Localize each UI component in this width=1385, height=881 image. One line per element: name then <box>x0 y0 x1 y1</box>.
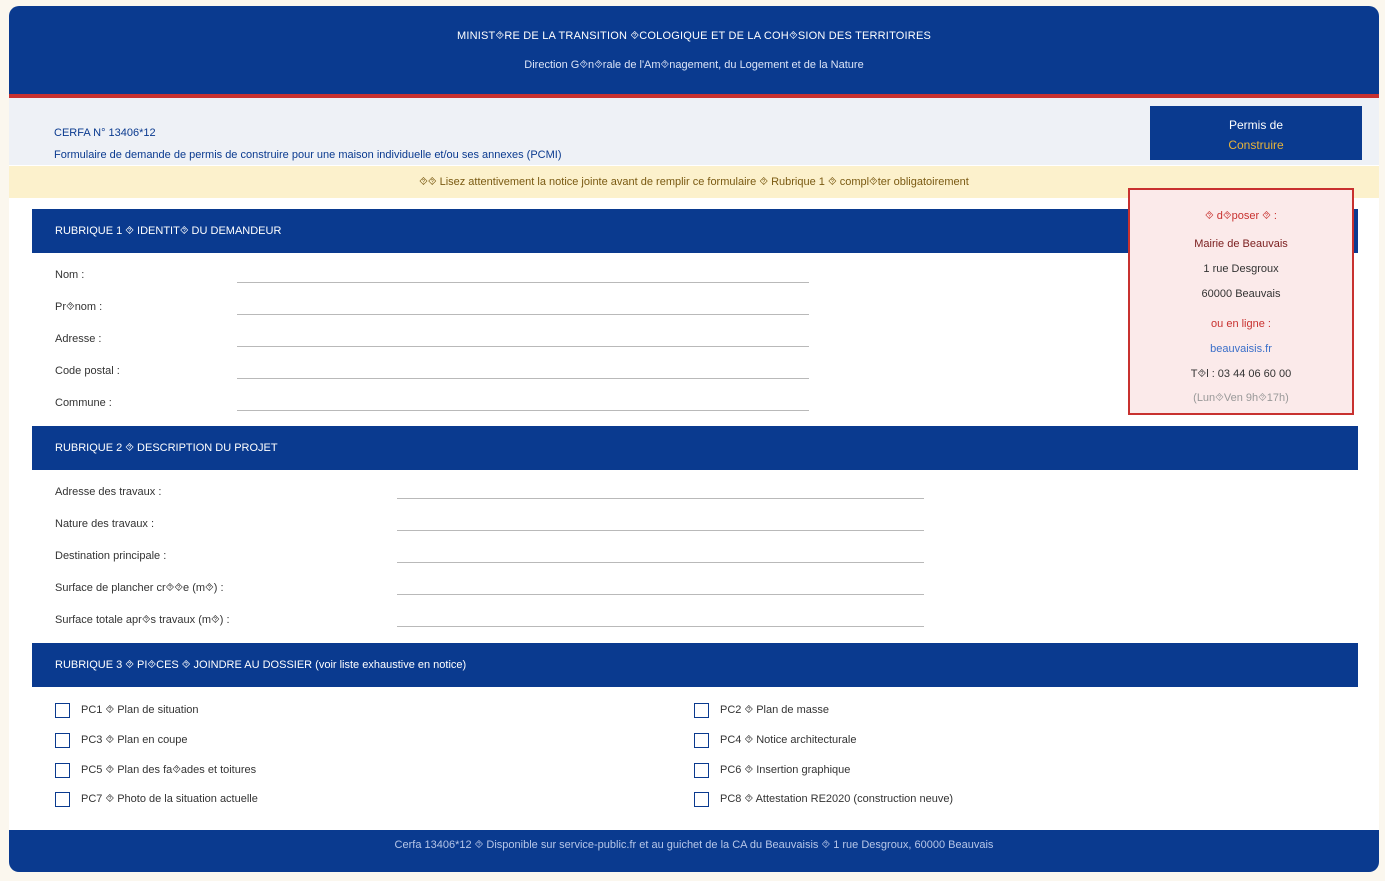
form-title: Formulaire de demande de permis de construire pour une maison individuelle et/ou ses annexes (PCMI) <box>54 149 562 161</box>
field-label-adresse-travaux: Adresse des travaux : <box>55 486 162 498</box>
ministry-header <box>9 6 1379 94</box>
section-1-header: RUBRIQUE 1 ⯑ IDENTIT⯑ DU DEMANDEUR <box>32 209 1358 253</box>
cerfa-number: CERFA N° 13406*12 <box>54 127 156 139</box>
phone-number: T⯑l : 03 44 06 60 00 <box>1190 368 1292 380</box>
deposit-info-panel <box>1128 188 1354 415</box>
checkbox-label-pc7: PC7 ⯑ Photo de la situation actuelle <box>81 793 258 805</box>
field-input-nature-travaux[interactable] <box>397 530 924 531</box>
checkbox-label-pc3: PC3 ⯑ Plan en coupe <box>81 734 188 746</box>
website-link[interactable]: beauvaisis.fr <box>1210 343 1272 355</box>
field-label-code-postal: Code postal : <box>55 365 120 377</box>
checkbox-pc6[interactable] <box>694 763 709 778</box>
field-input-nom[interactable] <box>237 282 809 283</box>
checkbox-pc8[interactable] <box>694 792 709 807</box>
direction-name: Direction G⯑n⯑rale de l'Am⯑nagement, du Logement et de la Nature <box>524 59 864 71</box>
mairie-city: 60000 Beauvais <box>1201 288 1281 300</box>
field-label-surface-totale: Surface totale apr⯑s travaux (m⯑) : <box>55 614 230 626</box>
section-2-header: RUBRIQUE 2 ⯑ DESCRIPTION DU PROJET <box>32 426 1358 470</box>
opening-hours: (Lun⯑Ven 9h⯑17h) <box>1193 392 1289 404</box>
field-label-surface-creee: Surface de plancher cr⯑⯑e (m⯑) : <box>55 582 224 594</box>
permit-badge-line1: Permis de <box>1228 118 1284 132</box>
field-input-adresse[interactable] <box>237 346 809 347</box>
field-input-code-postal[interactable] <box>237 378 809 379</box>
field-label-nature-travaux: Nature des travaux : <box>55 518 155 530</box>
checkbox-pc5[interactable] <box>55 763 70 778</box>
checkbox-pc2[interactable] <box>694 703 709 718</box>
permit-badge-line2: Construire <box>1228 138 1284 152</box>
field-input-adresse-travaux[interactable] <box>397 498 924 499</box>
field-label-commune: Commune : <box>55 397 112 409</box>
checkbox-pc1[interactable] <box>55 703 70 718</box>
field-input-surface-totale[interactable] <box>397 626 924 627</box>
notice-banner: ⯑⯑ Lisez attentivement la notice jointe avant de remplir ce formulaire ⯑ Rubrique 1 ⯑ compl⯑ter obligatoirement <box>9 166 1379 198</box>
form-card <box>9 6 1379 872</box>
field-input-commune[interactable] <box>237 410 809 411</box>
deposit-label: ⯑ d⯑poser ⯑ : <box>1205 210 1277 222</box>
checkbox-pc3[interactable] <box>55 733 70 748</box>
checkbox-label-pc1: PC1 ⯑ Plan de situation <box>81 704 199 716</box>
ministry-name: MINIST⯑RE DE LA TRANSITION ⯑COLOGIQUE ET DE LA COH⯑SION DES TERRITOIRES <box>456 30 932 42</box>
checkbox-label-pc4: PC4 ⯑ Notice architecturale <box>720 734 857 746</box>
field-label-adresse: Adresse : <box>55 333 102 345</box>
field-label-prenom: Pr⯑nom : <box>55 301 103 313</box>
field-label-nom: Nom : <box>55 269 85 281</box>
mairie-name: Mairie de Beauvais <box>1194 238 1288 250</box>
checkbox-pc7[interactable] <box>55 792 70 807</box>
permit-badge <box>1150 106 1362 160</box>
checkbox-label-pc2: PC2 ⯑ Plan de masse <box>720 704 829 716</box>
field-label-destination: Destination principale : <box>55 550 167 562</box>
checkbox-pc4[interactable] <box>694 733 709 748</box>
checkbox-label-pc6: PC6 ⯑ Insertion graphique <box>720 764 851 776</box>
field-input-destination[interactable] <box>397 562 924 563</box>
field-input-prenom[interactable] <box>237 314 809 315</box>
section-3-header: RUBRIQUE 3 ⯑ PI⯑CES ⯑ JOINDRE AU DOSSIER (voir liste exhaustive en notice) <box>32 643 1358 687</box>
checkbox-label-pc8: PC8 ⯑ Attestation RE2020 (construction neuve) <box>720 793 954 805</box>
mairie-street: 1 rue Desgroux <box>1203 263 1279 275</box>
field-input-surface-creee[interactable] <box>397 594 924 595</box>
online-label: ou en ligne : <box>1211 318 1271 330</box>
checkbox-label-pc5: PC5 ⯑ Plan des fa⯑ades et toitures <box>81 764 257 776</box>
page-footer: Cerfa 13406*12 ⯑ Disponible sur service-public.fr et au guichet de la CA du Beauvaisis ⯑ 1 rue Desgroux, 60000 Beauvais <box>9 830 1379 872</box>
